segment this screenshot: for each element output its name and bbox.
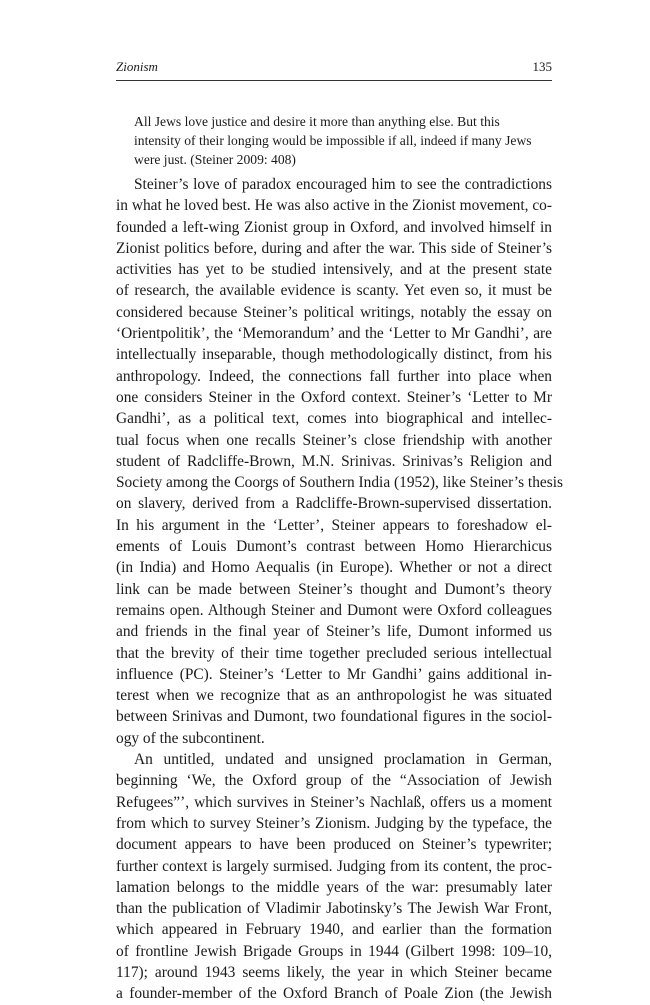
quote-line: intensity of their longing would be impossible if all, indeed if many Jews bbox=[134, 133, 532, 148]
block-quote bbox=[134, 112, 534, 169]
body-line: link can be made between Steiner’s thought and Dumont’s theory bbox=[116, 580, 552, 598]
body-line: 117); around 1943 seems likely, the year in which Steiner became bbox=[116, 963, 552, 981]
body-line: Society among the Coorgs of Southern India (1952), like Steiner’s thesis bbox=[116, 474, 563, 492]
page-number: 135 bbox=[532, 59, 552, 74]
body-line: one considers Steiner in the Oxford context. Steiner’s ‘Letter to Mr bbox=[116, 388, 552, 406]
body-line: further context is largely surmised. Judging from its content, the proc- bbox=[116, 857, 552, 875]
body-text bbox=[116, 174, 563, 1005]
body-line: ements of Louis Dumont’s contrast between Homo Hierarchicus bbox=[116, 538, 552, 556]
body-line: Steiner’s love of paradox encouraged him to see the contradictions bbox=[134, 176, 552, 193]
body-line: An untitled, undated and unsigned proclamation in German, bbox=[134, 751, 552, 769]
quote-line: All Jews love justice and desire it more than anything else. But this bbox=[134, 114, 500, 129]
body-line: in what he loved best. He was also active in the Zionist movement, co- bbox=[116, 197, 552, 215]
body-line: ogy of the subcontinent. bbox=[116, 729, 265, 747]
body-line: (in India) and Homo Aequalis (in Europe). Whether or not a direct bbox=[116, 559, 552, 577]
body-line: than the publication of Vladimir Jabotinsky’s The Jewish War Front, bbox=[116, 900, 552, 918]
body-line: of research, the available evidence is scanty. Yet even so, it must be bbox=[116, 282, 552, 300]
body-line: beginning ‘We, the Oxford group of the “Association of Jewish bbox=[116, 772, 552, 790]
body-line: tual focus when one recalls Steiner’s close friendship with another bbox=[116, 431, 552, 449]
body-line: influence (PC). Steiner’s ‘Letter to Mr Gandhi’ gains additional in- bbox=[116, 665, 552, 683]
section-title: Zionism bbox=[116, 59, 158, 74]
body-line: ‘Orientpolitik’, the ‘Memorandum’ and the ‘Letter to Mr Gandhi’, are bbox=[116, 325, 552, 343]
body-line: that the brevity of their time together precluded serious intellectual bbox=[116, 644, 552, 662]
body-line: Refugees”’, which survives in Steiner’s Nachlaß, offers us a moment bbox=[116, 793, 552, 811]
running-head bbox=[116, 59, 552, 79]
body-line: student of Radcliffe-Brown, M.N. Srinivas. Srinivas’s Religion and bbox=[116, 452, 552, 470]
body-line: of frontline Jewish Brigade Groups in 1944 (Gilbert 1998: 109–10, bbox=[116, 942, 552, 960]
body-line: terest when we recognize that as an anthropologist he was situated bbox=[116, 687, 552, 705]
body-line: between Srinivas and Dumont, two foundational figures in the sociol- bbox=[116, 708, 552, 726]
body-line: founded a left-wing Zionist group in Oxford, and involved himself in bbox=[116, 218, 552, 236]
header-rule bbox=[116, 80, 552, 81]
quote-line: were just. (Steiner 2009: 408) bbox=[134, 152, 296, 167]
body-line: intellectually inseparable, though methodologically distinct, from his bbox=[116, 346, 552, 364]
body-line: a founder-member of the Oxford Branch of Poale Zion (the Jewish bbox=[116, 985, 552, 1003]
body-line: anthropology. Indeed, the connections fall further into place when bbox=[116, 367, 552, 385]
body-line: from which to survey Steiner’s Zionism. Judging by the typeface, the bbox=[116, 814, 552, 832]
body-line: Gandhi’, as a political text, comes into biographical and intellec- bbox=[116, 410, 552, 428]
body-line: activities has yet to be studied intensively, and at the present state bbox=[116, 261, 552, 279]
body-line: Zionist politics before, during and after the war. This side of Steiner’s bbox=[116, 239, 552, 257]
body-line: In his argument in the ‘Letter’, Steiner appears to foreshadow el- bbox=[116, 516, 552, 534]
body-line: lamation belongs to the middle years of the war: presumably later bbox=[116, 878, 552, 896]
body-line: considered because Steiner’s political writings, notably the essay on bbox=[116, 303, 552, 321]
body-line: remains open. Although Steiner and Dumont were Oxford colleagues bbox=[116, 601, 552, 619]
body-line: on slavery, derived from a Radcliffe-Brown-supervised dissertation. bbox=[116, 495, 552, 513]
body-line: and friends in the final year of Steiner’s life, Dumont informed us bbox=[116, 623, 552, 641]
body-line: which appeared in February 1940, and earlier than the formation bbox=[116, 921, 552, 939]
body-line: document appears to have been produced on Steiner’s typewriter; bbox=[116, 836, 552, 854]
